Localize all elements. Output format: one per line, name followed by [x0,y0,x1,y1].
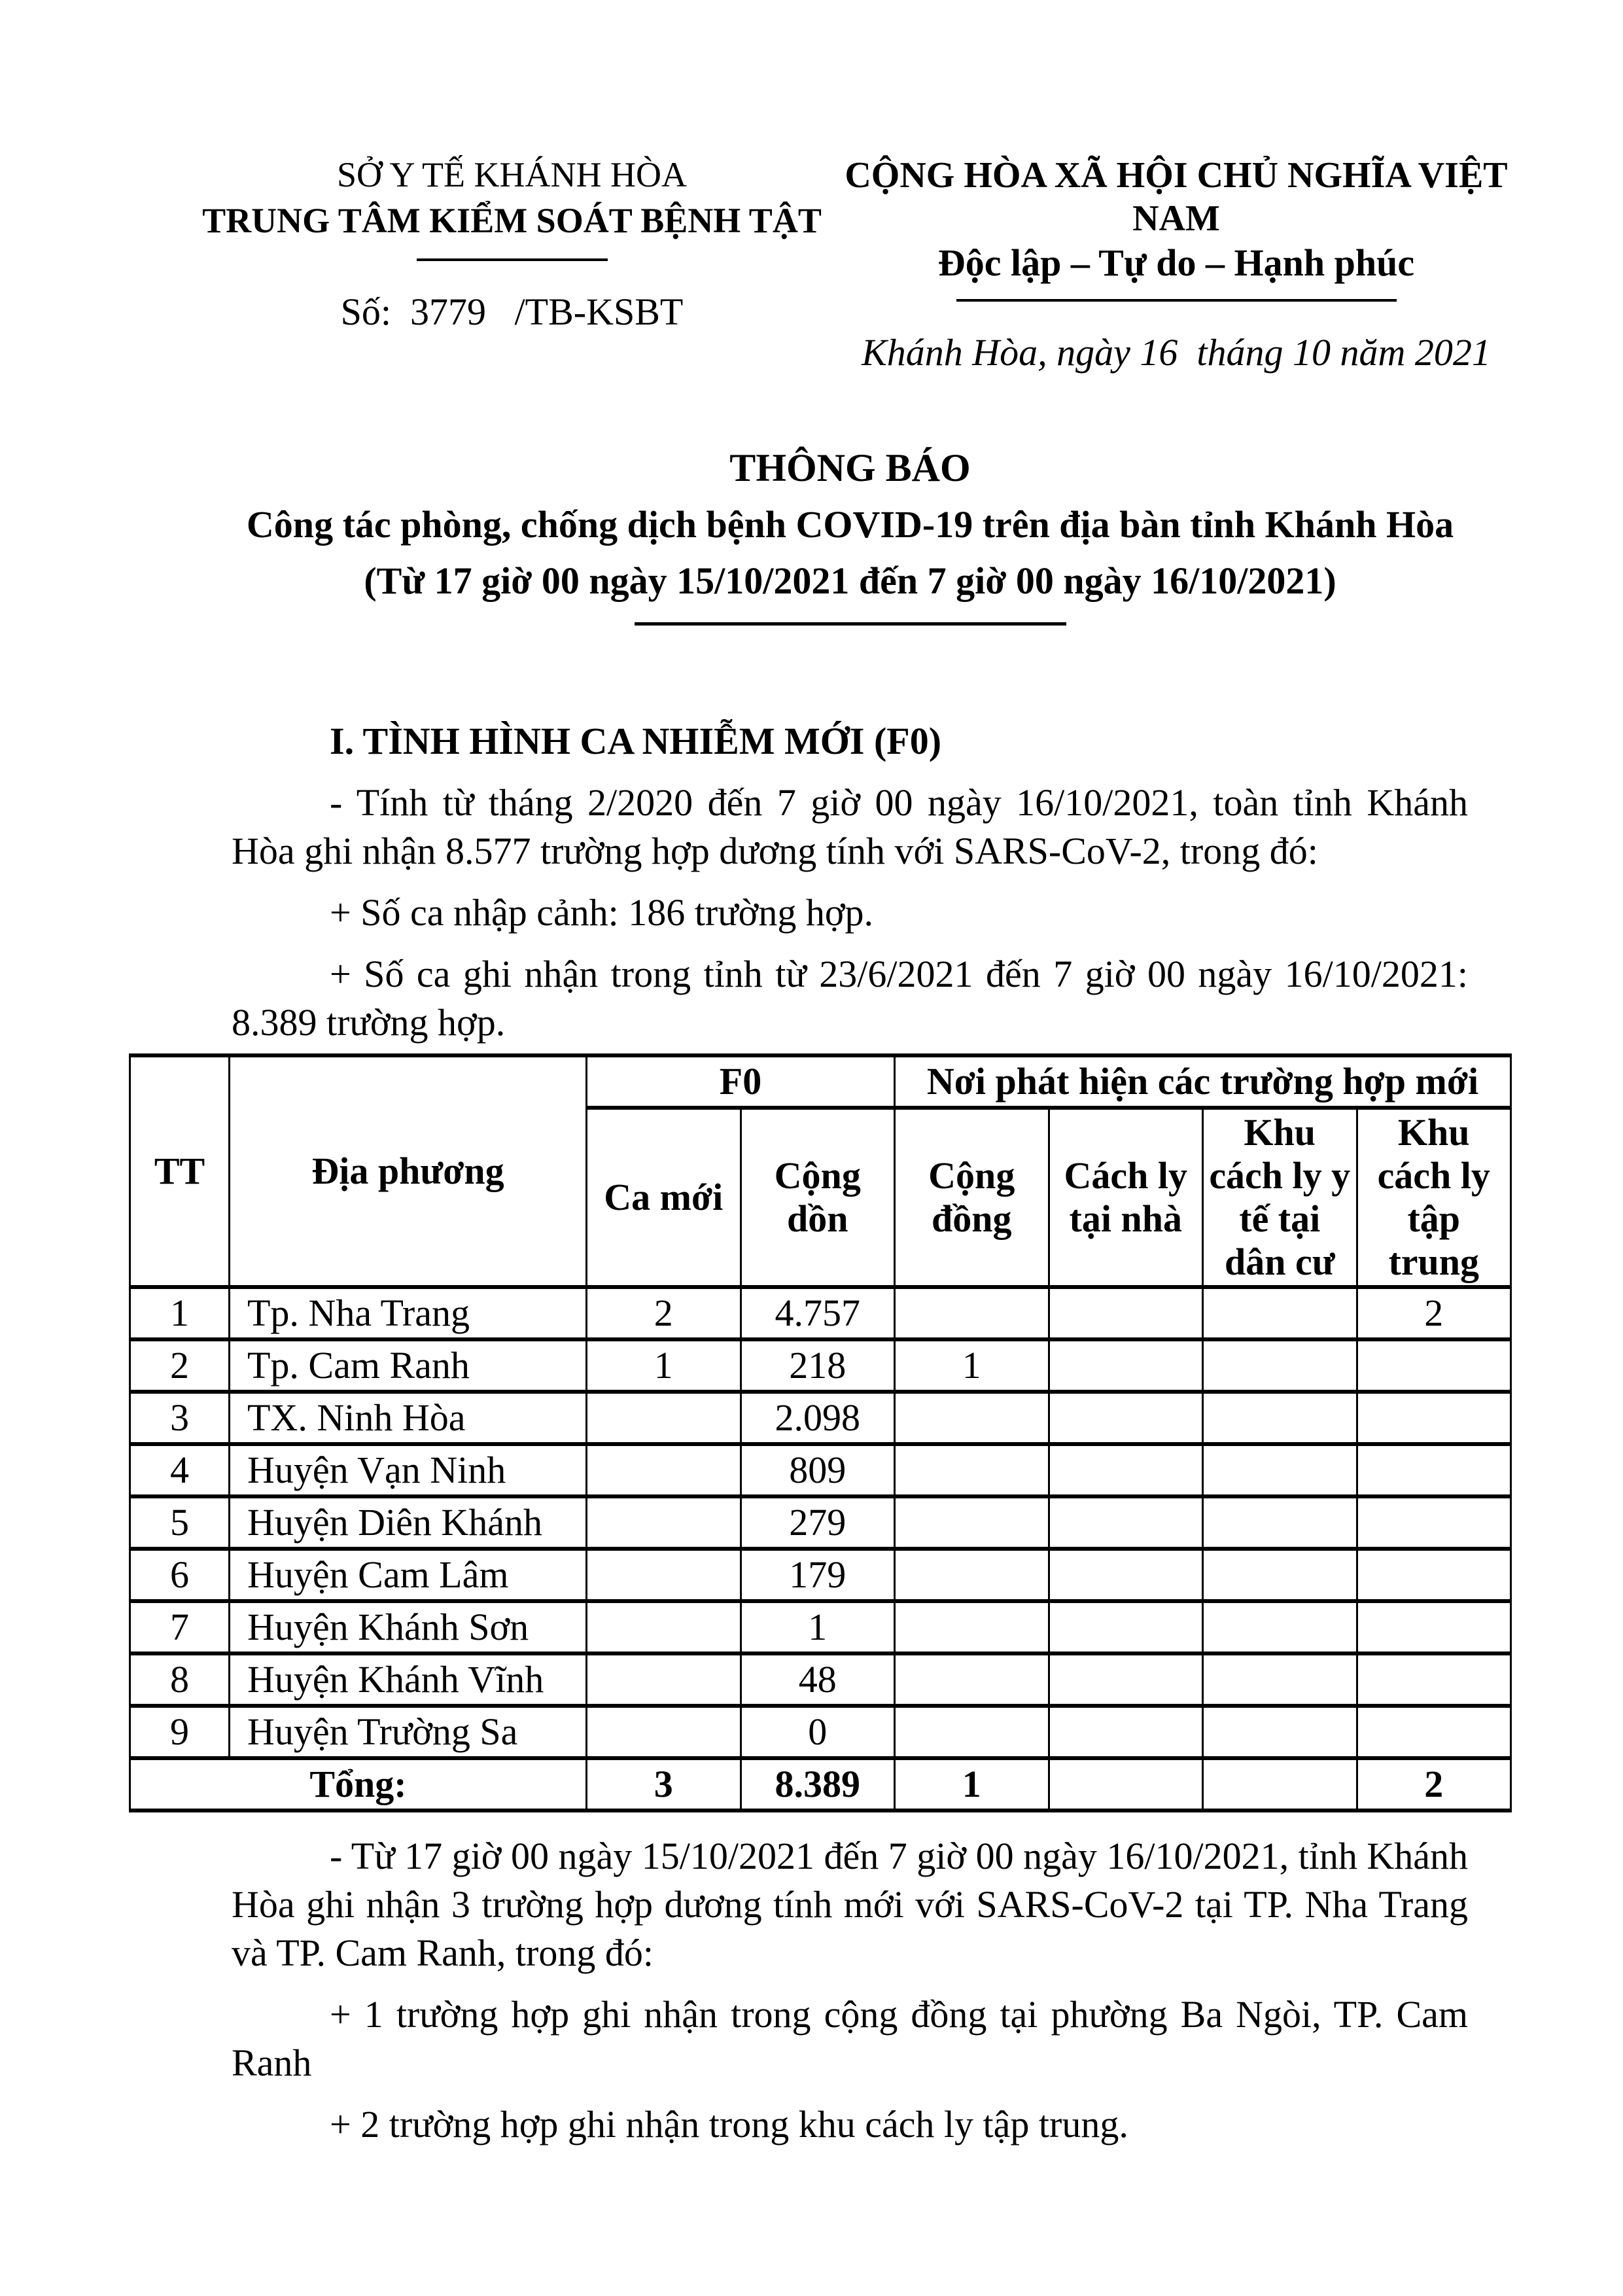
cell-locality: Huyện Diên Khánh [230,1496,587,1549]
header-cell-home-quarantine: Cách ly tại nhà [1049,1108,1203,1287]
cell-home [1049,1339,1203,1392]
cell-tt: 9 [130,1706,230,1758]
cell-locality: Tp. Cam Ranh [230,1339,587,1392]
cell-centralized [1357,1706,1511,1758]
cell-cumulative: 1 [741,1601,895,1653]
cell-centralized: 2 [1357,1287,1511,1339]
table-row [130,1549,1511,1601]
cell-community [895,1496,1049,1549]
cell-tt: 5 [130,1496,230,1549]
cell-centralized [1357,1601,1511,1653]
cell-community [895,1653,1049,1706]
cell-cumulative: 279 [741,1496,895,1549]
cell-tt: 6 [130,1549,230,1601]
cell-centralized [1357,1496,1511,1549]
table-total-row [130,1758,1511,1810]
cell-home [1049,1496,1203,1549]
header-cell-cumulative: Cộng dồn [741,1108,895,1287]
cell-home [1049,1287,1203,1339]
cell-home [1049,1549,1203,1601]
cell-cumulative: 179 [741,1549,895,1601]
cell-community [895,1287,1049,1339]
cell-new-cases [587,1444,741,1496]
table-row [130,1339,1511,1392]
cell-medical [1203,1706,1357,1758]
header-cell-community: Cộng đồng [895,1108,1049,1287]
cell-medical [1203,1392,1357,1444]
total-new-cases: 3 [587,1758,741,1810]
national-motto-block [828,154,1525,378]
cell-home [1049,1392,1203,1444]
parent-agency-name: SỞ Y TẾ KHÁNH HÒA [337,155,687,194]
cell-medical [1203,1549,1357,1601]
cell-tt: 8 [130,1653,230,1706]
cell-new-cases [587,1601,741,1653]
place-and-date: Khánh Hòa, ngày 16 tháng 10 năm 2021 [862,331,1491,374]
cell-locality: Huyện Khánh Vĩnh [230,1653,587,1706]
total-label: Tổng: [130,1758,587,1810]
cell-locality: Tp. Nha Trang [230,1287,587,1339]
cell-medical [1203,1653,1357,1706]
cell-community [895,1706,1049,1758]
cell-centralized [1357,1392,1511,1444]
cell-cumulative: 48 [741,1653,895,1706]
total-cumulative: 8.389 [741,1758,895,1810]
cell-centralized [1357,1549,1511,1601]
table-row [130,1653,1511,1706]
document-title-block [232,443,1469,626]
cell-medical [1203,1601,1357,1653]
cell-tt: 7 [130,1601,230,1653]
header-cell-new-cases: Ca mới [587,1108,741,1287]
motto-underline [956,299,1397,302]
section-1-paragraph-2: + Số ca nhập cảnh: 186 trường hợp. [330,891,874,934]
header-cell-centralized-quarantine: Khu cách ly tập trung [1357,1108,1511,1287]
header-cell-tt: TT [130,1055,230,1287]
cell-medical [1203,1496,1357,1549]
cell-locality: Huyện Trường Sa [230,1706,587,1758]
document-subject-title: Công tác phòng, chống dịch bệnh COVID-19 trên địa bàn tỉnh Khánh Hòa [246,503,1454,546]
cell-tt: 4 [130,1444,230,1496]
header-group-f0: F0 [587,1055,895,1108]
table-body [130,1287,1511,1810]
cell-centralized [1357,1339,1511,1392]
cell-community: 1 [895,1339,1049,1392]
cell-locality: TX. Ninh Hòa [230,1392,587,1444]
cell-medical [1203,1339,1357,1392]
document-header [0,0,1623,378]
cell-new-cases [587,1549,741,1601]
cell-locality: Huyện Cam Lâm [230,1549,587,1601]
agency-name: TRUNG TÂM KIỂM SOÁT BỆNH TẬT [202,201,822,240]
title-underline [635,622,1066,626]
total-medical [1203,1758,1357,1810]
section-1-paragraph-3: + Số ca ghi nhận trong tỉnh từ 23/6/2021 đến 7 giờ 00 ngày 16/10/2021: 8.389 trường hợp. [232,953,1468,1044]
cell-new-cases [587,1653,741,1706]
document-period-title: (Từ 17 giờ 00 ngày 15/10/2021 đến 7 giờ 00 ngày 16/10/2021) [364,559,1336,602]
cell-tt: 1 [130,1287,230,1339]
table-row [130,1496,1511,1549]
closing-paragraph-3: + 2 trường hợp ghi nhận trong khu cách ly tập trung. [330,2103,1128,2146]
cell-cumulative: 2.098 [741,1392,895,1444]
header-cell-locality: Địa phương [230,1055,587,1287]
cell-tt: 3 [130,1392,230,1444]
f0-statistics-table [129,1053,1512,1812]
cell-new-cases: 2 [587,1287,741,1339]
section-1-paragraph-1: - Tính từ tháng 2/2020 đến 7 giờ 00 ngày 16/10/2021, toàn tỉnh Khánh Hòa ghi nhận 8.577 trường hợp dương tính với SARS-CoV-2, trong đó: [232,781,1468,872]
cell-cumulative: 218 [741,1339,895,1392]
header-group-detection-place: Nơi phát hiện các trường hợp mới [895,1055,1511,1108]
cell-home [1049,1653,1203,1706]
cell-tt: 2 [130,1339,230,1392]
cell-community [895,1549,1049,1601]
cell-new-cases [587,1706,741,1758]
cell-community [895,1601,1049,1653]
total-community: 1 [895,1758,1049,1810]
cell-centralized [1357,1653,1511,1706]
cell-cumulative: 809 [741,1444,895,1496]
national-motto: Độc lập – Tự do – Hạnh phúc [937,241,1415,284]
cell-locality: Huyện Vạn Ninh [230,1444,587,1496]
cell-community [895,1392,1049,1444]
cell-new-cases [587,1496,741,1549]
total-centralized: 2 [1357,1758,1511,1810]
cell-locality: Huyện Khánh Sơn [230,1601,587,1653]
table-row [130,1706,1511,1758]
table-header [130,1055,1511,1287]
cell-home [1049,1444,1203,1496]
document-type-title: THÔNG BÁO [729,446,971,489]
table-header-row-groups [130,1055,1511,1108]
document-number: Số: 3779 /TB-KSBT [340,291,684,333]
table-row [130,1392,1511,1444]
table-row [130,1601,1511,1653]
cell-new-cases: 1 [587,1339,741,1392]
agency-underline [417,258,608,261]
cell-new-cases [587,1392,741,1444]
cell-home [1049,1601,1203,1653]
table-row [130,1444,1511,1496]
total-home [1049,1758,1203,1810]
cell-cumulative: 4.757 [741,1287,895,1339]
cell-medical [1203,1287,1357,1339]
header-cell-medical-zone: Khu cách ly y tế tại dân cư [1203,1108,1357,1287]
cell-cumulative: 0 [741,1706,895,1758]
cell-community [895,1444,1049,1496]
cell-home [1049,1706,1203,1758]
closing-paragraph-2: + 1 trường hợp ghi nhận trong cộng đồng tại phường Ba Ngòi, TP. Cam Ranh [232,1993,1468,2084]
table-row [130,1287,1511,1339]
section-1-heading: I. TÌNH HÌNH CA NHIỄM MỚI (F0) [330,720,942,762]
closing-paragraph-1: - Từ 17 giờ 00 ngày 15/10/2021 đến 7 giờ 00 ngày 16/10/2021, tỉnh Khánh Hòa ghi nhận 3 trường hợp dương tính mới với SARS-CoV-2 tại TP. Nha Trang và TP. Cam Ranh, trong đó: [232,1835,1468,1974]
cell-medical [1203,1444,1357,1496]
cell-centralized [1357,1444,1511,1496]
national-title: CỘNG HÒA XÃ HỘI CHỦ NGHĨA VIỆT NAM [845,155,1508,239]
issuing-agency-block [196,154,828,378]
